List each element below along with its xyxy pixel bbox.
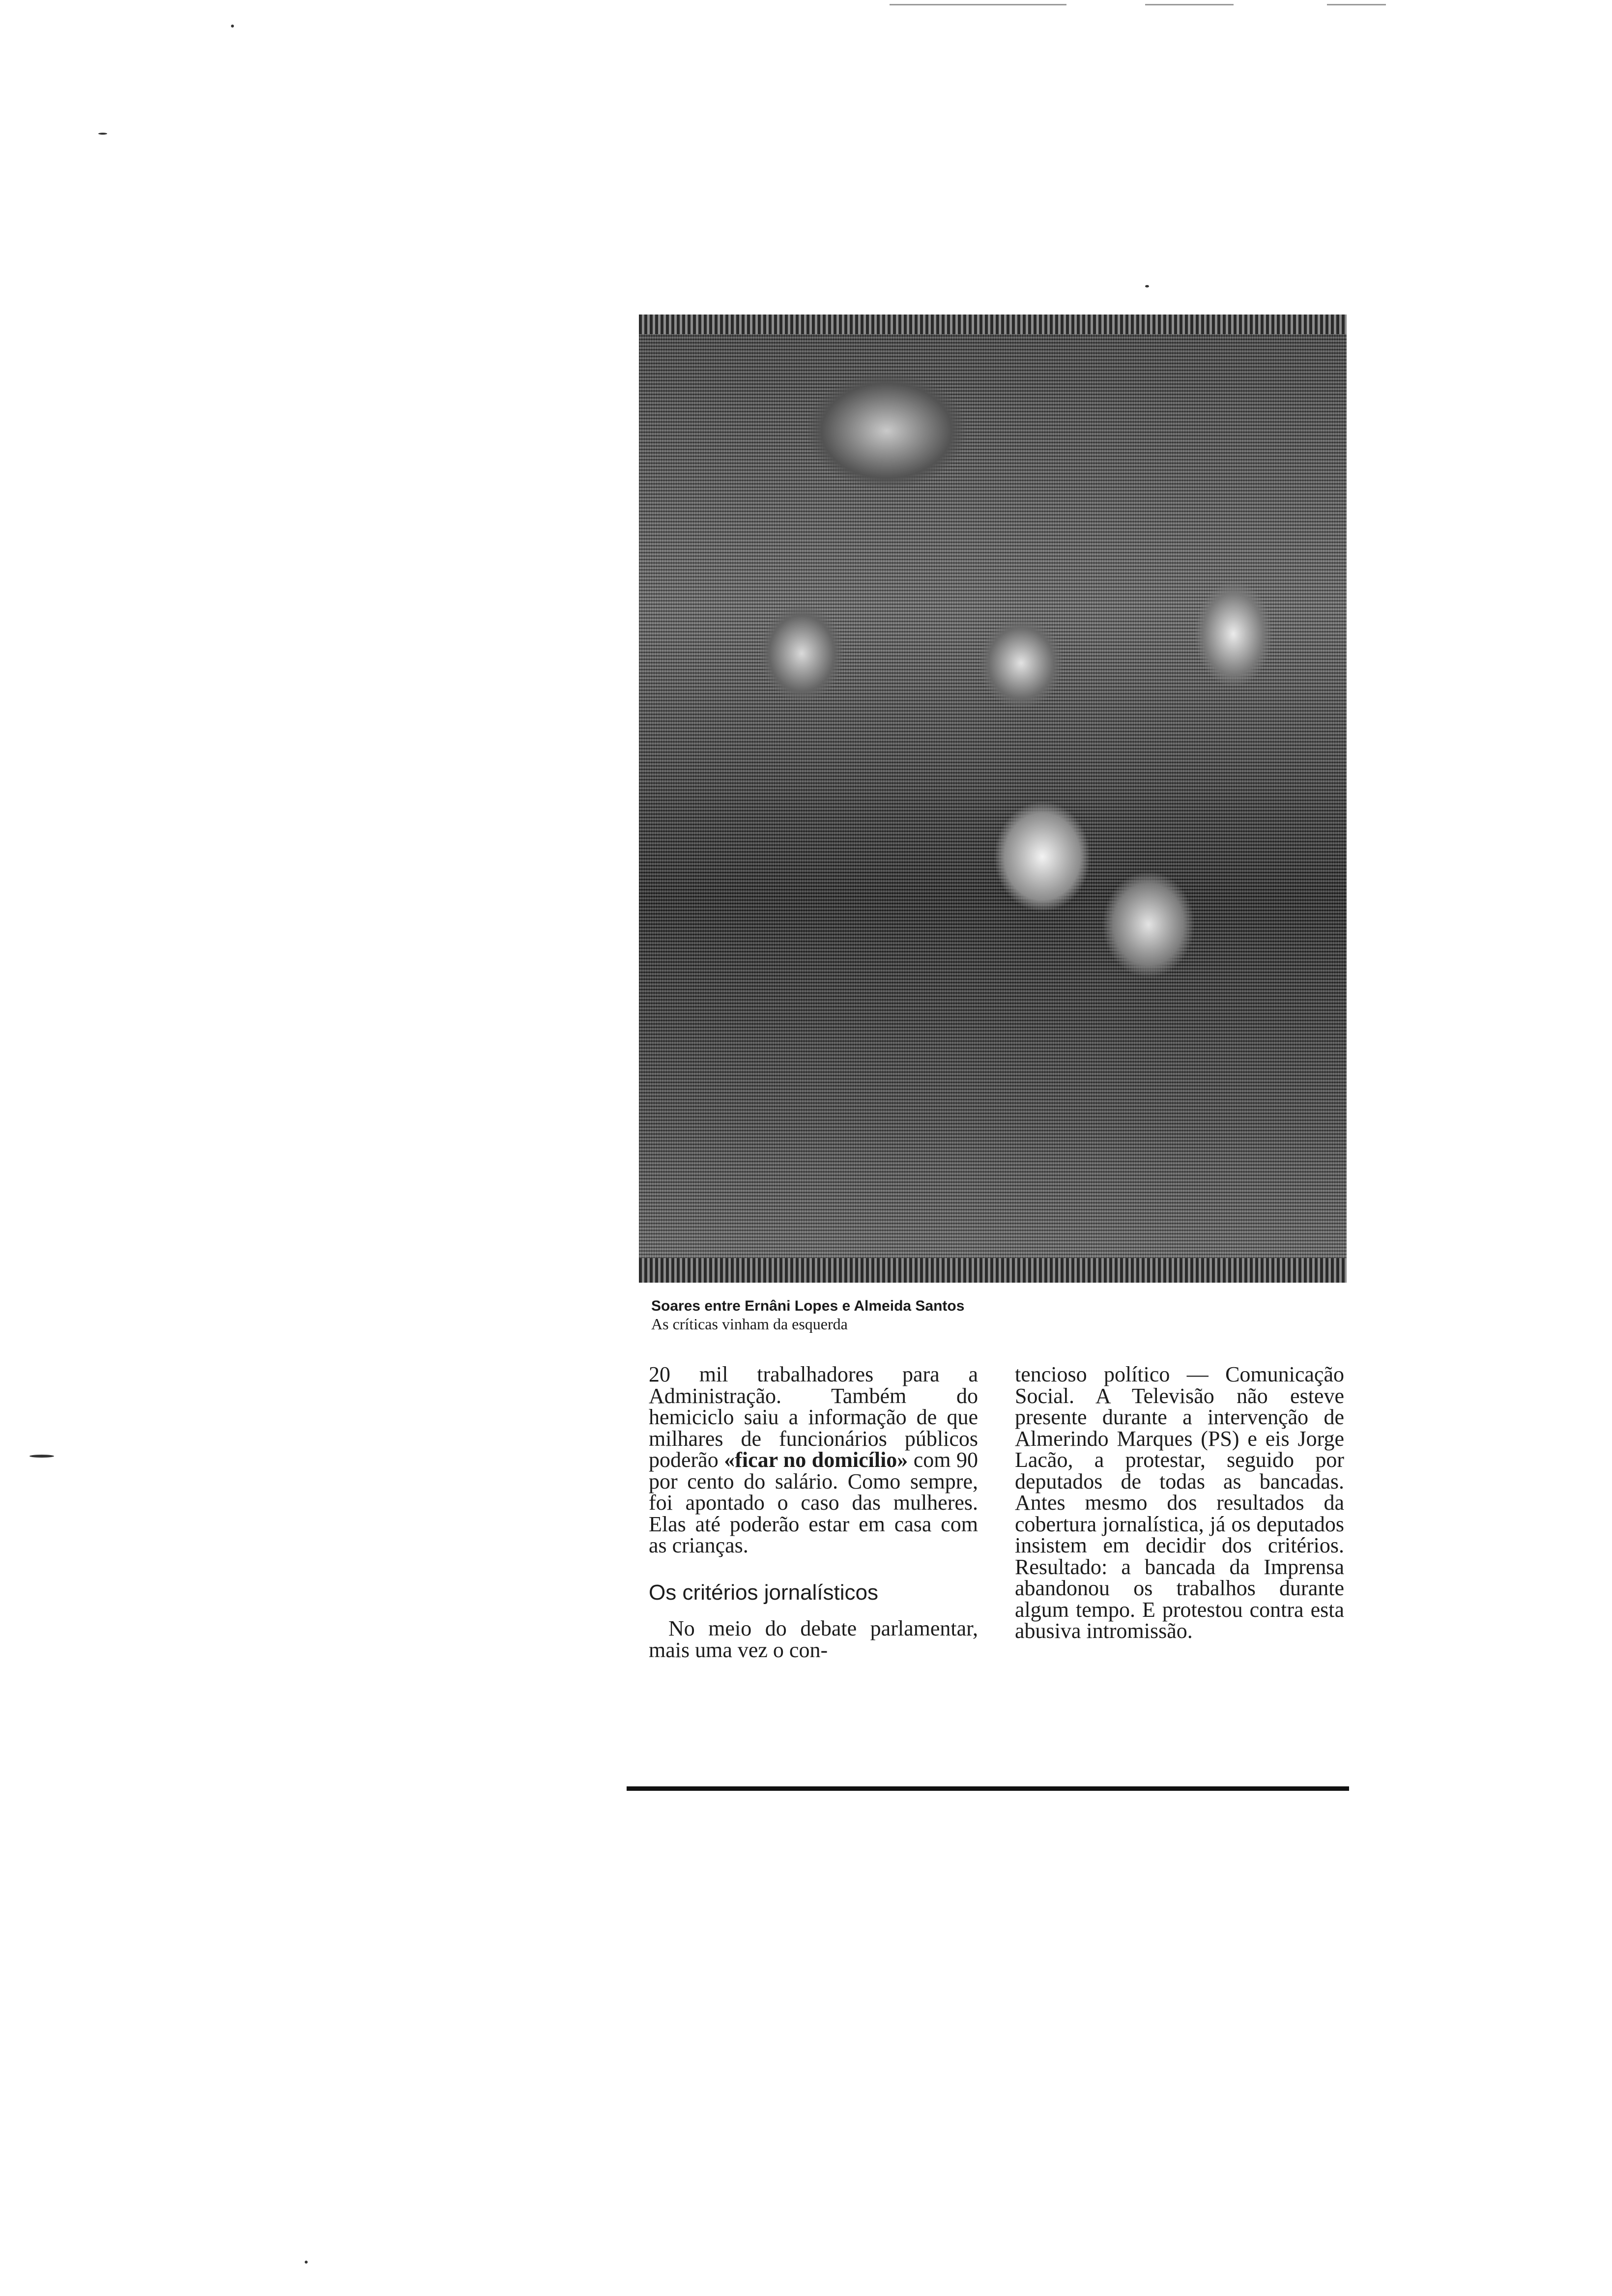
scan-line [1145,4,1234,5]
scan-speck [305,2261,308,2264]
scan-line [1327,4,1386,5]
article-end-rule [627,1786,1349,1791]
scan-line [890,4,1066,5]
scan-speck [1145,285,1149,287]
photo-bottom-band [639,1258,1347,1283]
quoted-phrase: «ficar no domicílio» [724,1448,908,1472]
article-paragraph [649,1364,978,1556]
paragraph-text: 20 mil trabalhadores para a Administração. Também do hemiciclo saiu a informação de que milhares de funcionários públicos poderão [649,1362,978,1472]
article-column-left [649,1364,978,1661]
article-paragraph: No meio do debate parlamentar, mais uma vez o con- [649,1616,978,1662]
article-paragraph: tencioso político — Comunicação Social. A Televisão não esteve presente durante a intervenção de Almerindo Marques (PS) e eis Jorge Lacão, a protestar, seguido por deputados de todas as bancadas. Antes mesmo dos resultados da cobertura jornalística, já os deputados insistem em decidir dos critérios. Resultado: a bancada da Imprensa abandonou os trabalhos durante algum tempo. E protestou contra esta abusiva intromissão. [1015,1362,1344,1643]
paragraph-text: com 90 por cento do salário. Como sempre, foi apontado o caso das mulheres. Elas até poderão estar em casa com as crianças. [649,1448,978,1557]
scan-speck [29,1455,54,1458]
news-photo [639,315,1347,1283]
article-column-right [1015,1364,1344,1642]
scan-speck [98,133,107,135]
photo-top-band [639,315,1347,334]
photo-caption-names: Soares entre Ernâni Lopes e Almeida Santos [651,1298,965,1314]
photo-caption-subtitle: As críticas vinham da esquerda [651,1315,848,1333]
article-subheading: Os critérios jornalísticos [649,1580,879,1605]
scan-speck [231,25,234,28]
